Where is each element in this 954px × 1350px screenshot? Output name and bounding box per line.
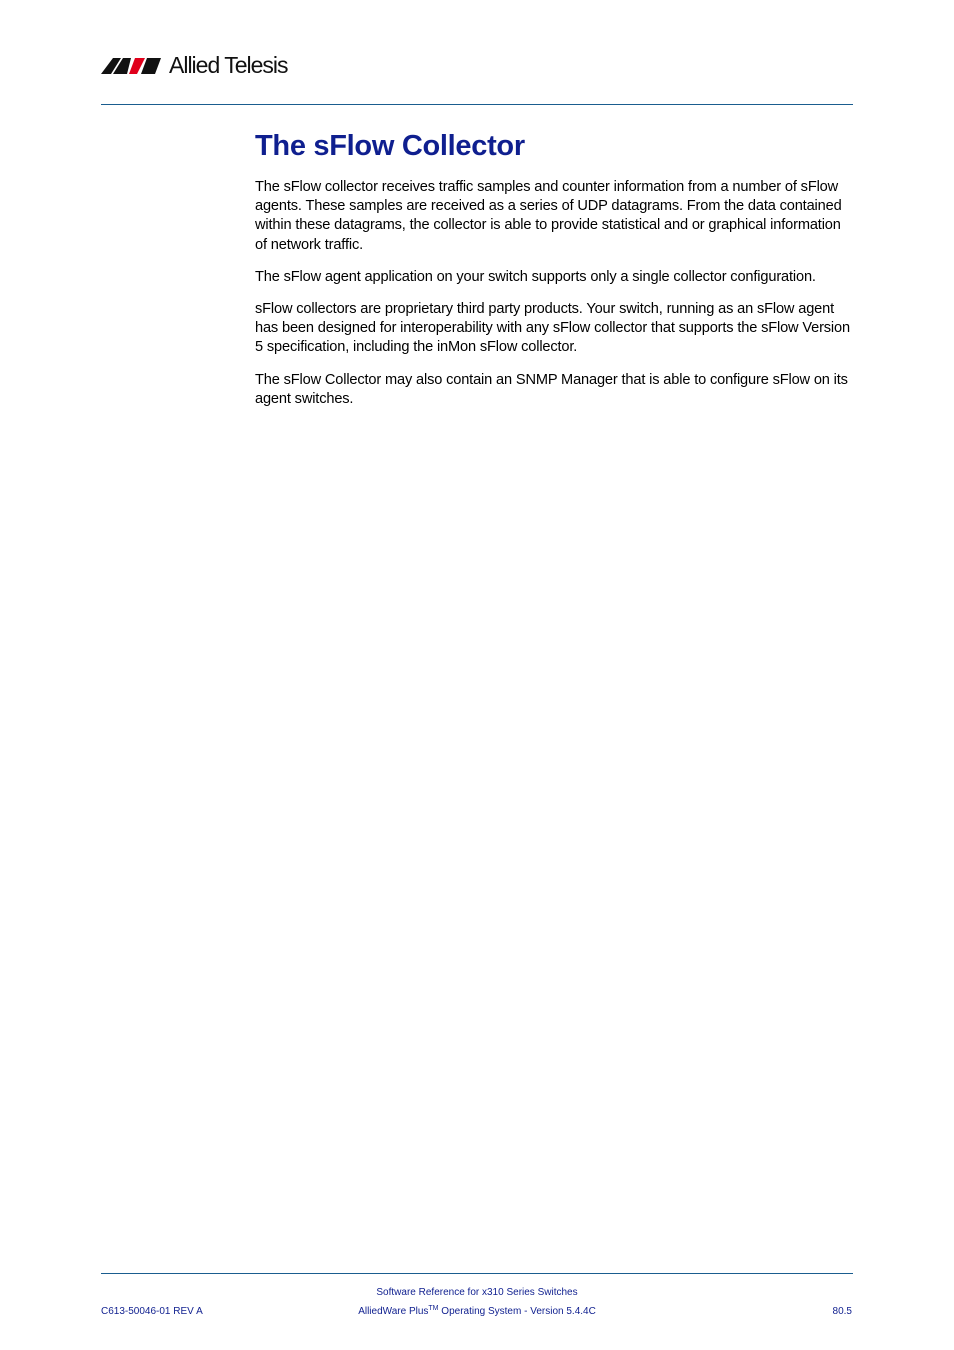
- main-content: [255, 126, 855, 422]
- footer-trademark: TM: [428, 1305, 439, 1312]
- footer-product-name: AlliedWare Plus: [358, 1306, 429, 1317]
- allied-telesis-logo-icon: [101, 54, 163, 76]
- footer-doc-id: C613-50046-01 REV A: [101, 1306, 203, 1317]
- logo-wordmark: Allied Telesis: [169, 52, 288, 78]
- header-divider: [101, 104, 853, 105]
- page-title: The sFlow Collector: [255, 130, 525, 162]
- footer-page-number: 80.5: [832, 1306, 852, 1317]
- footer-divider: [101, 1273, 853, 1274]
- paragraph-4: The sFlow Collector may also contain an SNMP Manager that is able to configure sFlow on its agent switches.: [255, 371, 848, 407]
- paragraph-1: The sFlow collector receives traffic samples and counter information from a number of sFlow agents. These samples are received as a series of UDP datagrams. From the data contained within these datagrams, the collector is able to provide statistical and or graphical information of network traffic.: [255, 179, 842, 253]
- footer-document-title: Software Reference for x310 Series Switches: [376, 1287, 578, 1298]
- paragraph-3: sFlow collectors are proprietary third party products. Your switch, running as an sFlow agent has been designed for interoperability with any sFlow collector that supports the sFlow Version 5 specification, including the inMon sFlow collector.: [255, 301, 850, 356]
- footer-version-text: Operating System - Version 5.4.4C: [438, 1306, 596, 1317]
- company-logo: [101, 52, 288, 78]
- paragraph-2: The sFlow agent application on your switch supports only a single collector configuration.: [255, 268, 816, 285]
